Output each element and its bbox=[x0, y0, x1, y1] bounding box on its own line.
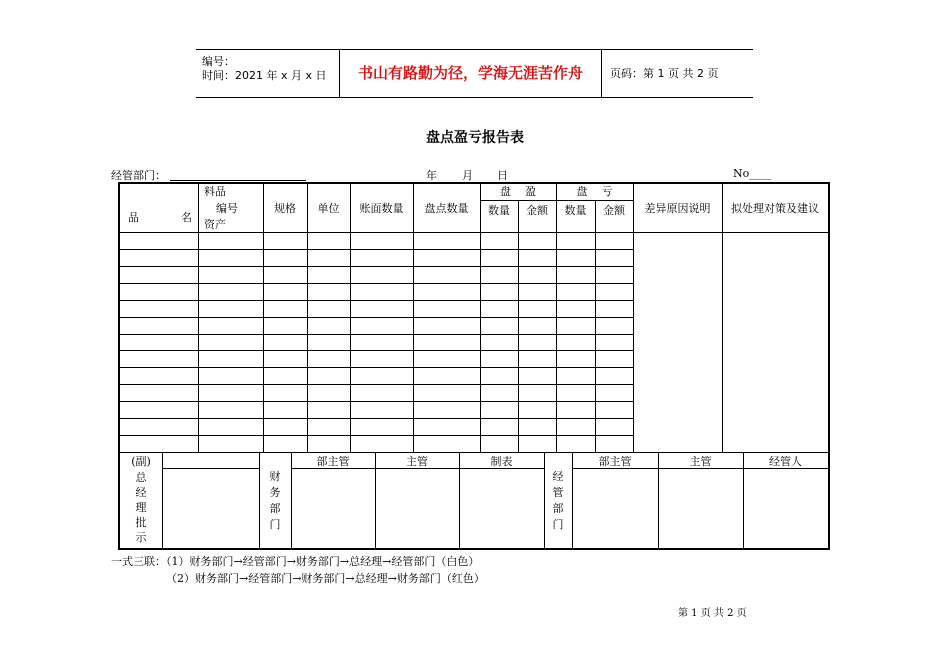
table-row bbox=[118, 283, 633, 284]
col-line bbox=[518, 200, 519, 452]
table-row bbox=[118, 317, 633, 318]
table-border bbox=[118, 182, 830, 184]
table-row bbox=[118, 350, 633, 351]
vertical-char: 部 bbox=[552, 502, 564, 515]
mgmt-dept-head: 部主管 bbox=[598, 455, 632, 468]
day-label: 日 bbox=[497, 169, 508, 182]
col-header-book-qty: 账面数量 bbox=[359, 202, 404, 215]
table-row bbox=[118, 249, 633, 250]
mgmt-supervisor: 主管 bbox=[689, 455, 712, 468]
col-line bbox=[633, 182, 634, 452]
inventory-report-table bbox=[118, 182, 830, 550]
gm-approval-label: (副) bbox=[131, 455, 151, 468]
table-row bbox=[118, 435, 633, 436]
col-header-name: 品 bbox=[128, 211, 139, 224]
col-line bbox=[595, 200, 596, 452]
header-divider bbox=[601, 50, 602, 97]
approval-sub-line bbox=[291, 468, 544, 469]
vertical-char: 批 bbox=[135, 516, 147, 529]
finance-preparer: 制表 bbox=[490, 455, 513, 468]
footnote-line-2: （2）财务部门→经管部门→财务部门→总经理→财务部门（红色） bbox=[166, 572, 485, 585]
year-label: 年 bbox=[426, 169, 437, 182]
col-header-surplus: 盘 盈 bbox=[500, 185, 536, 198]
dept-underline bbox=[170, 180, 306, 181]
no-label: No____ bbox=[733, 167, 772, 180]
col-header-material: 料品 bbox=[204, 185, 226, 198]
col-header-qty: 数量 bbox=[488, 204, 510, 217]
finance-supervisor: 主管 bbox=[406, 455, 428, 468]
approval-col-line bbox=[544, 452, 545, 550]
header-motto: 书山有路勤为径，学海无涯苦作舟 bbox=[357, 64, 583, 82]
col-header-qty: 数量 bbox=[564, 204, 587, 217]
table-row bbox=[118, 418, 633, 419]
col-header-name: 名 bbox=[181, 211, 192, 224]
vertical-char: 理 bbox=[135, 501, 147, 514]
vertical-char: 总 bbox=[135, 471, 147, 484]
table-row bbox=[118, 266, 633, 267]
vertical-char: 门 bbox=[552, 518, 564, 531]
col-header-count-qty: 盘点数量 bbox=[424, 202, 469, 215]
vertical-char: 经 bbox=[552, 470, 564, 483]
doc-time-label: 时间：2021 年 x 月 x 日 bbox=[202, 69, 327, 82]
page-title: 盘点盈亏报告表 bbox=[426, 130, 524, 146]
table-border bbox=[118, 548, 830, 550]
approval-col-line bbox=[259, 452, 260, 550]
vertical-char: 务 bbox=[269, 486, 281, 499]
table-row bbox=[118, 300, 633, 301]
vertical-char: 示 bbox=[135, 531, 147, 544]
header-page-label: 页码：第 1 页 共 2 页 bbox=[610, 67, 719, 80]
approval-col-line bbox=[162, 452, 163, 550]
col-header-deficit: 盘 亏 bbox=[576, 185, 613, 198]
header-meta bbox=[196, 50, 339, 97]
vertical-char: 经 bbox=[135, 486, 147, 499]
footnote-line-1: 一式三联：（1）财务部门→经管部门→财务部门→总经理→经管部门（白色） bbox=[111, 555, 480, 568]
table-row bbox=[118, 334, 633, 335]
col-header-amount: 金额 bbox=[603, 204, 625, 217]
approval-sub-line bbox=[572, 468, 828, 469]
col-header-plan: 拟处理对策及建议 bbox=[731, 202, 819, 215]
finance-dept-head: 部主管 bbox=[316, 455, 350, 468]
col-header-material: 编号 bbox=[216, 202, 238, 215]
vertical-char: 部 bbox=[269, 502, 281, 515]
mgmt-handler: 经管人 bbox=[769, 455, 802, 468]
dept-label: 经管部门： bbox=[111, 169, 166, 182]
approval-top-line bbox=[118, 452, 830, 453]
month-label: 月 bbox=[462, 169, 473, 182]
table-row bbox=[118, 384, 633, 385]
col-header-reason: 差异原因说明 bbox=[644, 202, 711, 215]
vertical-char: 管 bbox=[552, 486, 564, 499]
vertical-char: 门 bbox=[269, 518, 281, 531]
table-row bbox=[118, 367, 633, 368]
col-header-unit: 单位 bbox=[317, 202, 340, 215]
header-bottom-line bbox=[118, 232, 830, 233]
col-header-amount: 金额 bbox=[526, 204, 548, 217]
vertical-char: 财 bbox=[269, 470, 281, 483]
table-row bbox=[118, 401, 633, 402]
document-header bbox=[196, 49, 753, 98]
approval-sub-line bbox=[162, 468, 259, 469]
doc-number-label: 编号： bbox=[202, 55, 235, 68]
col-header-material: 资产 bbox=[204, 218, 226, 231]
page-footer: 第 1 页 共 2 页 bbox=[678, 608, 747, 619]
col-line bbox=[722, 182, 723, 452]
col-header-spec: 规格 bbox=[274, 202, 296, 215]
table-border bbox=[828, 182, 830, 550]
